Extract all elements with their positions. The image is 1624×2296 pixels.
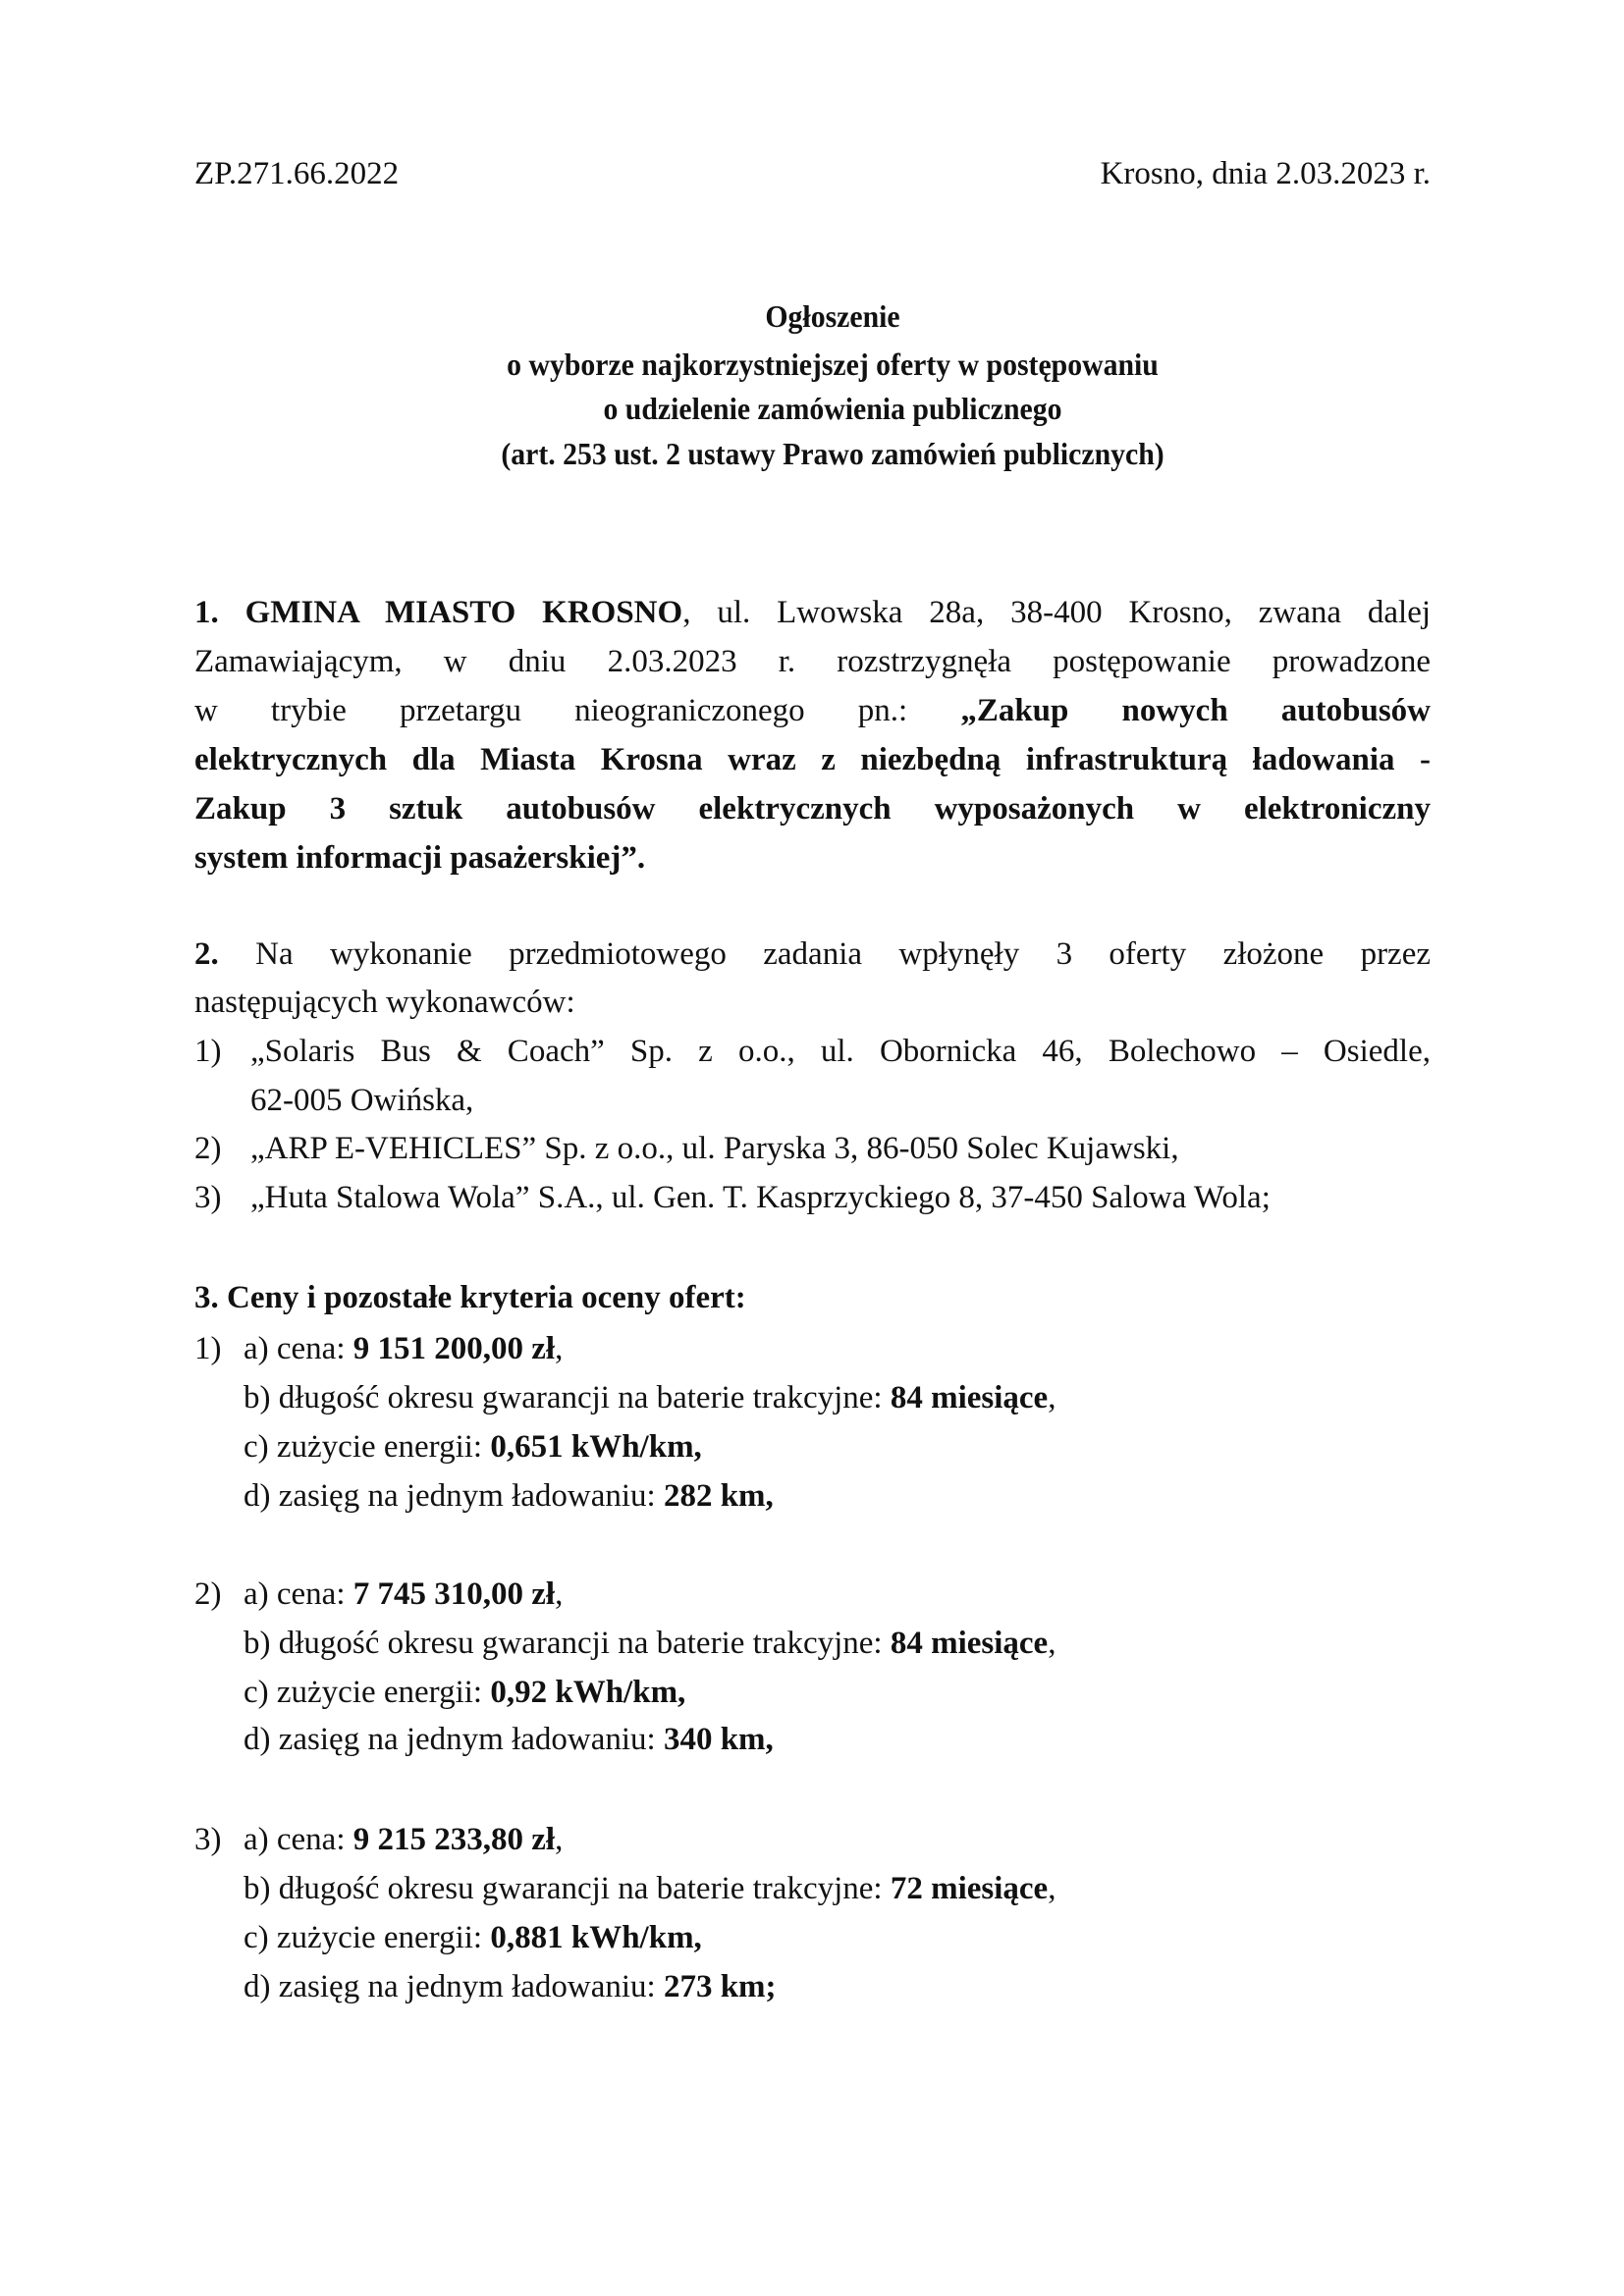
price-value: 9 215 233,80 zł bbox=[352, 1822, 556, 1857]
offer-range-line bbox=[194, 1962, 1431, 2011]
range-value: 340 km, bbox=[663, 1722, 774, 1757]
contractor-text: „Solaris Bus & Coach” Sp. z o.o., ul. Obornicka 46, Bolechowo – Osiedle, bbox=[250, 1034, 1431, 1069]
section1-line-5: Zakup 3 sztuk autobusów elektrycznych wyposażonych w elektroniczny bbox=[194, 791, 1431, 827]
title-line-4: (art. 253 ust. 2 ustawy Prawo zamówień publicznych) bbox=[501, 436, 1164, 471]
offer-number: 1) bbox=[194, 1331, 222, 1366]
offer-price-line bbox=[194, 1324, 1431, 1373]
energy-value: 0,651 kWh/km, bbox=[490, 1429, 702, 1465]
offer-energy-line bbox=[194, 1422, 1431, 1471]
offer-range-line bbox=[194, 1471, 1431, 1521]
offer-warranty-line bbox=[194, 1619, 1431, 1668]
section2-line-1 bbox=[194, 930, 1431, 979]
range-label: d) zasięg na jednym ładowaniu: bbox=[244, 1722, 664, 1757]
contractor-item-continuation bbox=[194, 1076, 1431, 1125]
entity-name: GMINA MIASTO KROSNO bbox=[244, 595, 683, 630]
warranty-value: 84 miesiące bbox=[890, 1380, 1049, 1415]
title-line-1: Ogłoszenie bbox=[765, 298, 900, 334]
document-header bbox=[194, 149, 1431, 198]
contractor-text: „ARP E-VEHICLES” Sp. z o.o., ul. Paryska 3, 86-050 Solec Kujawski, bbox=[250, 1131, 1179, 1166]
warranty-value: 72 miesiące bbox=[890, 1871, 1049, 1906]
warranty-label: b) długość okresu gwarancji na baterie trakcyjne: bbox=[244, 1871, 891, 1906]
offer-energy-line bbox=[194, 1668, 1431, 1717]
contractor-item bbox=[194, 1173, 1431, 1222]
section1-line-1 bbox=[194, 588, 1431, 637]
offer-energy-line bbox=[194, 1913, 1431, 1962]
offer-warranty-line bbox=[194, 1373, 1431, 1422]
contractor-number: 2) bbox=[194, 1131, 222, 1166]
section1-line-4: elektrycznych dla Miasta Krosna wraz z niezbędną infrastrukturą ładowania - bbox=[194, 742, 1431, 777]
offer-number: 2) bbox=[194, 1576, 222, 1612]
warranty-end: , bbox=[1048, 1871, 1056, 1906]
price-end: , bbox=[555, 1331, 564, 1366]
section1-line-2: Zamawiającym, w dniu 2.03.2023 r. rozstrzygnęła postępowanie prowadzone bbox=[194, 644, 1431, 679]
price-end: , bbox=[555, 1822, 564, 1857]
range-value: 282 km, bbox=[663, 1478, 774, 1514]
contractor-number: 3) bbox=[194, 1180, 222, 1215]
section2-line1-text: Na wykonanie przedmiotowego zadania wpłynęły 3 oferty złożone przez bbox=[255, 936, 1431, 972]
reference-number: ZP.271.66.2022 bbox=[194, 156, 400, 191]
contractor-item bbox=[194, 1027, 1431, 1076]
warranty-value: 84 miesiące bbox=[890, 1626, 1049, 1661]
price-label: a) cena: bbox=[244, 1331, 353, 1366]
title-line-3: o udzielenie zamówienia publicznego bbox=[603, 391, 1062, 426]
range-label: d) zasięg na jednym ładowaniu: bbox=[244, 1478, 664, 1514]
energy-label: c) zużycie energii: bbox=[244, 1920, 491, 1955]
contractor-text: „Huta Stalowa Wola” S.A., ul. Gen. T. Kasprzyckiego 8, 37-450 Salowa Wola; bbox=[250, 1180, 1271, 1215]
title-line-2: o wyborze najkorzystniejszej oferty w postępowaniu bbox=[507, 347, 1159, 382]
contractor-item bbox=[194, 1124, 1431, 1173]
offer-price-line bbox=[194, 1815, 1431, 1864]
section1-line3-bold: „Zakup nowych autobusów bbox=[960, 693, 1431, 728]
section2-line-2: następujących wykonawców: bbox=[194, 985, 575, 1020]
price-label: a) cena: bbox=[244, 1822, 353, 1857]
price-end: , bbox=[555, 1576, 564, 1612]
section3-heading: 3. Ceny i pozostałe kryteria oceny ofert: bbox=[194, 1280, 746, 1315]
offer-price-line bbox=[194, 1570, 1431, 1619]
price-label: a) cena: bbox=[244, 1576, 353, 1612]
section1-line-6: system informacji pasażerskiej”. bbox=[194, 840, 646, 876]
section1-number: 1. bbox=[194, 595, 219, 630]
warranty-label: b) długość okresu gwarancji na baterie trakcyjne: bbox=[244, 1380, 891, 1415]
section2-number: 2. bbox=[194, 936, 219, 972]
energy-value: 0,881 kWh/km, bbox=[490, 1920, 702, 1955]
price-value: 7 745 310,00 zł bbox=[352, 1576, 556, 1612]
warranty-end: , bbox=[1048, 1380, 1056, 1415]
warranty-end: , bbox=[1048, 1626, 1056, 1661]
section1-line3-plain: w trybie przetargu nieograniczonego pn.: bbox=[194, 693, 908, 728]
warranty-label: b) długość okresu gwarancji na baterie trakcyjne: bbox=[244, 1626, 891, 1661]
offer-warranty-line bbox=[194, 1864, 1431, 1913]
energy-label: c) zużycie energii: bbox=[244, 1675, 491, 1710]
contractor-text-continuation: 62-005 Owińska, bbox=[250, 1083, 474, 1118]
energy-label: c) zużycie energii: bbox=[244, 1429, 491, 1465]
range-label: d) zasięg na jednym ładowaniu: bbox=[244, 1969, 664, 2004]
price-value: 9 151 200,00 zł bbox=[352, 1331, 556, 1366]
section1-line-3 bbox=[194, 686, 1431, 735]
contractor-number: 1) bbox=[194, 1034, 222, 1069]
section1-line1-rest: , ul. Lwowska 28a, 38-400 Krosno, zwana dalej bbox=[682, 595, 1431, 630]
range-value: 273 km; bbox=[663, 1969, 777, 2004]
place-date: Krosno, dnia 2.03.2023 r. bbox=[1100, 156, 1431, 191]
offer-number: 3) bbox=[194, 1822, 222, 1857]
offer-range-line bbox=[194, 1715, 1431, 1764]
energy-value: 0,92 kWh/km, bbox=[490, 1675, 686, 1710]
